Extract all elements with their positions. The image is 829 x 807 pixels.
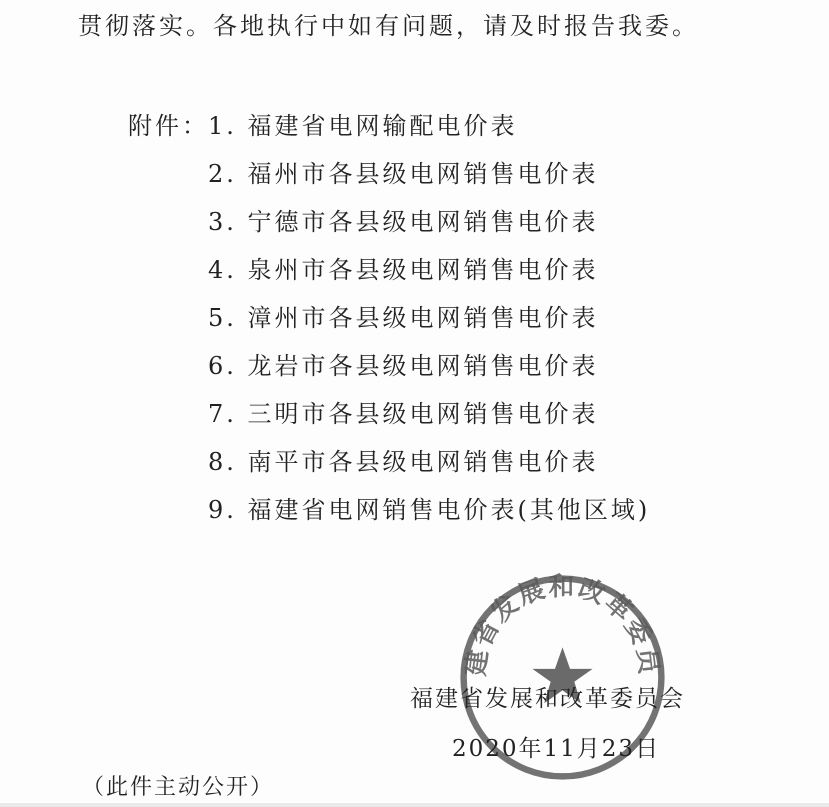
attachment-item: 3. 宁德市各县级电网销售电价表 xyxy=(208,208,599,236)
attachment-item: 1. 福建省电网输配电价表 xyxy=(208,112,518,140)
attachments-label: 附件： xyxy=(128,112,209,140)
attachment-item: 6. 龙岩市各县级电网销售电价表 xyxy=(208,352,599,380)
attachment-item: 9. 福建省电网销售电价表(其他区域) xyxy=(208,496,651,524)
attachment-item: 7. 三明市各县级电网销售电价表 xyxy=(208,400,599,428)
attachment-item: 2. 福州市各县级电网销售电价表 xyxy=(208,160,599,188)
intro-line: 贯彻落实。各地执行中如有问题，请及时报告我委。 xyxy=(78,12,699,40)
attachment-item: 8. 南平市各县级电网销售电价表 xyxy=(208,448,599,476)
issue-date: 2020年11月23日 xyxy=(452,736,661,762)
attachment-item: 5. 漳州市各县级电网销售电价表 xyxy=(208,304,599,332)
attachment-item: 4. 泉州市各县级电网销售电价表 xyxy=(208,256,599,284)
publicity-note: （此件主动公开） xyxy=(82,775,275,800)
page-bottom-edge xyxy=(0,803,829,807)
issuer-name: 福建省发展和改革委员会 xyxy=(410,686,685,712)
seal-text: 建省发展和改革委员 xyxy=(461,571,664,678)
